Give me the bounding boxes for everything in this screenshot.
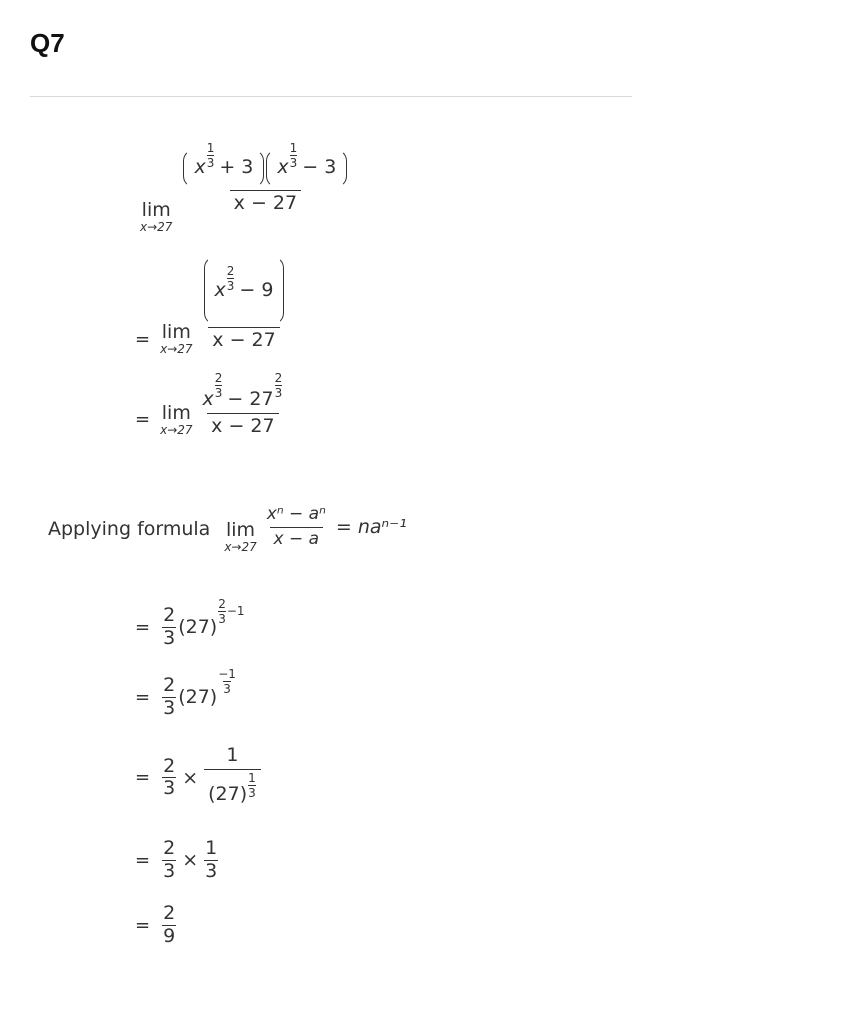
exponent: 2 3 −1	[218, 596, 245, 626]
fraction	[199, 256, 290, 352]
step-6: = $\frac{2}{3}$ × 1 (27) 1 3	[135, 745, 263, 811]
denominator: x − 27	[207, 413, 278, 438]
coefficient: $\frac{2}{3}$	[163, 604, 176, 649]
exponent: 1 3	[206, 141, 215, 171]
exponent: 1 3	[289, 141, 298, 171]
fraction: x 2 3 − 27 2 3 x − 27	[202, 371, 283, 437]
formula-fraction: $\frac{\text{xⁿ − aⁿ}}{x - a}$	[266, 503, 326, 549]
step-5: = $\frac{2}{3}$ (27) −1 3	[135, 666, 236, 719]
fraction: $\frac{1}{3}$	[205, 837, 218, 882]
step-4: = $\frac{2}{3}$ (27) 2 3 −1	[135, 596, 245, 649]
reciprocal: 1 (27) 1 3	[204, 745, 261, 811]
question-title: Q7	[30, 28, 65, 58]
exponent: 2 3	[274, 371, 283, 400]
limit-operator: lim x→27	[224, 519, 257, 554]
coefficient: $\frac{2}{3}$	[163, 674, 176, 719]
step-3: = lim x→27 x 2 3 − 27 2 3 x − 27	[135, 372, 289, 438]
factor-2: x 1 3 − 3	[266, 149, 347, 188]
factor: x 2 3 − 9	[204, 256, 285, 325]
step-2: = lim x→27 x 2 3 − 9 x − 27	[135, 252, 291, 356]
factor-1: x 1 3 + 3	[183, 149, 264, 188]
exponent: −1 3	[218, 666, 236, 696]
step-7: = $\frac{2}{3}$ × $\frac{1}{3}$	[135, 837, 218, 882]
denominator: x − 27	[208, 327, 279, 352]
denominator: x − 27	[230, 190, 301, 215]
divider	[30, 96, 632, 97]
final-answer: $\frac{2}{9}$	[163, 902, 176, 947]
step-1	[140, 130, 354, 234]
limit-operator: lim x→27	[160, 401, 193, 437]
exponent: 2 3	[214, 371, 223, 400]
limit-operator: lim x→27	[160, 321, 193, 356]
formula-label: Applying formula	[48, 518, 211, 540]
formula-result: = naⁿ⁻¹	[335, 516, 407, 538]
step-8: = $\frac{2}{9}$	[135, 902, 176, 947]
exponent: 1 3	[248, 770, 256, 800]
limit-operator: lim x→27	[140, 199, 173, 234]
coefficient: $\frac{2}{3}$	[163, 837, 176, 882]
exponent: 2 3	[226, 264, 235, 294]
fraction	[178, 141, 352, 215]
formula-row	[48, 500, 407, 554]
coefficient: $\frac{2}{3}$	[163, 754, 176, 800]
